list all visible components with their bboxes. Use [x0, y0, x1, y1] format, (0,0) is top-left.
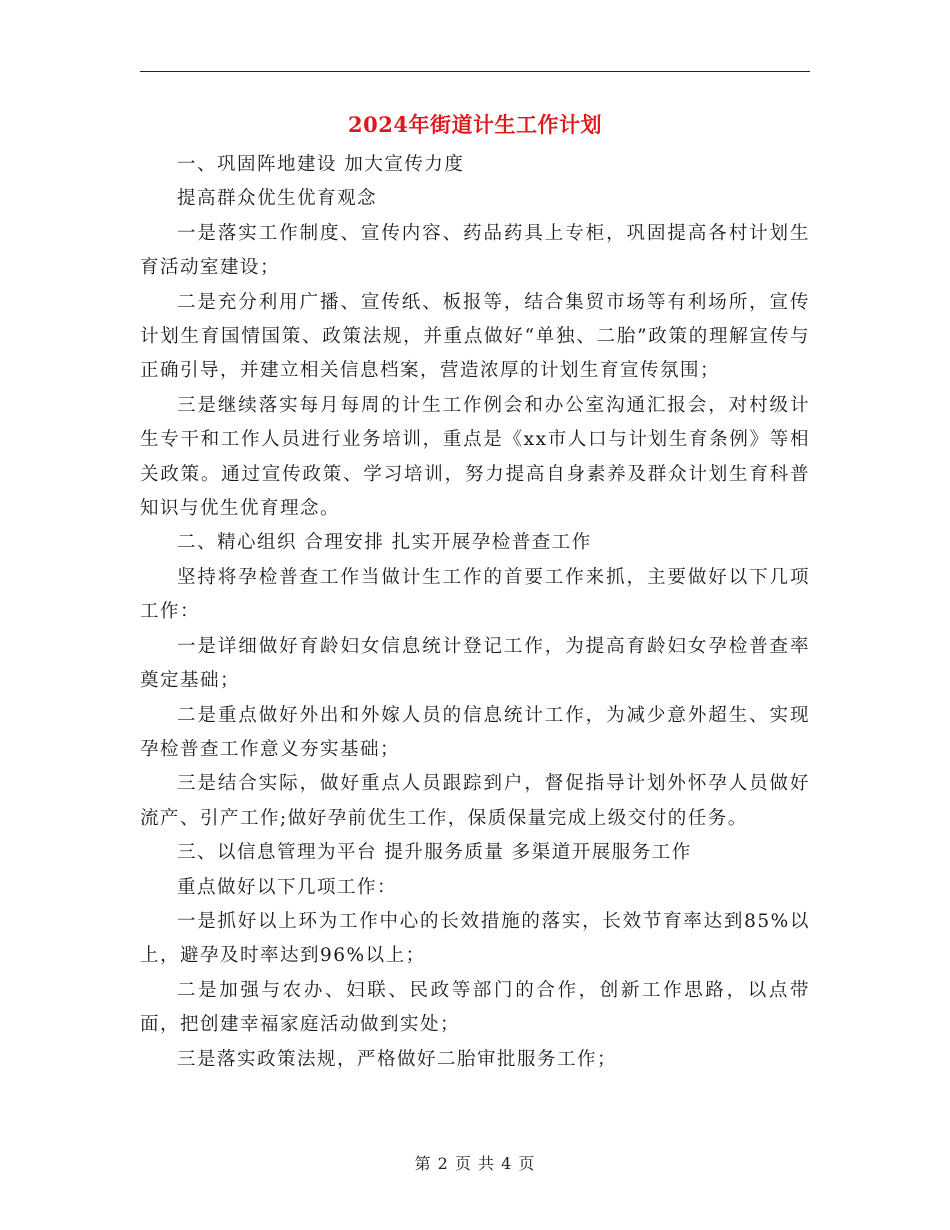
paragraph: 三是继续落实每月每周的计生工作例会和办公室沟通汇报会，对村级计生专干和工作人员进行业务培训，重点是《xx市人口与计划生育条例》等相关政策。通过宣传政策、学习培训，努力提高自身素养及群众计划生育科普知识与优生优育理念。	[140, 394, 810, 520]
paragraph: 一是详细做好育龄妇女信息统计登记工作，为提高育龄妇女孕检普查率奠定基础；	[140, 635, 810, 692]
document-title: 2024年街道计生工作计划	[348, 112, 602, 137]
section-heading-2: 二、精心组织 合理安排 扎实开展孕检普查工作	[177, 532, 592, 554]
paragraph: 三是落实政策法规，严格做好二胎审批服务工作；	[177, 1048, 618, 1070]
paragraph: 三是结合实际，做好重点人员跟踪到户，督促指导计划外怀孕人员做好流产、引产工作;做好孕前优生工作，保质保量完成上级交付的任务。	[140, 773, 810, 829]
paragraph: 一是落实工作制度、宣传内容、药品药具上专柜，巩固提高各村计划生育活动室建设；	[140, 222, 810, 279]
paragraph: 二是重点做好外出和外嫁人员的信息统计工作，为减少意外超生、实现孕检普查工作意义夯实基础；	[140, 704, 810, 760]
paragraph: 一是抓好以上环为工作中心的长效措施的落实，长效节育率达到85%以上，避孕及时率达到96%以上；	[140, 910, 810, 967]
paragraph: 坚持将孕检普查工作当做计生工作的首要工作来抓，主要做好以下几项工作：	[140, 566, 810, 623]
section-heading-3: 三、以信息管理为平台 提升服务质量 多渠道开展服务工作	[177, 842, 692, 864]
page-number-footer: 第 2 页 共 4 页	[414, 1154, 536, 1173]
document-body	[140, 148, 810, 1077]
paragraph: 二是充分利用广播、宣传纸、板报等，结合集贸市场等有利场所，宣传计划生育国情国策、政策法规，并重点做好“单独、二胎”政策的理解宣传与正确引导，并建立相关信息档案，营造浓厚的计划生育宣传氛围；	[140, 291, 810, 382]
paragraph: 重点做好以下几项工作：	[177, 876, 398, 898]
section-heading-1: 一、巩固阵地建设 加大宣传力度	[177, 154, 465, 175]
paragraph: 二是加强与农办、妇联、民政等部门的合作，创新工作思路，以点带面，把创建幸福家庭活动做到实处；	[140, 979, 810, 1036]
paragraph: 提高群众优生优育观念	[177, 188, 378, 210]
header-rule	[140, 71, 810, 72]
